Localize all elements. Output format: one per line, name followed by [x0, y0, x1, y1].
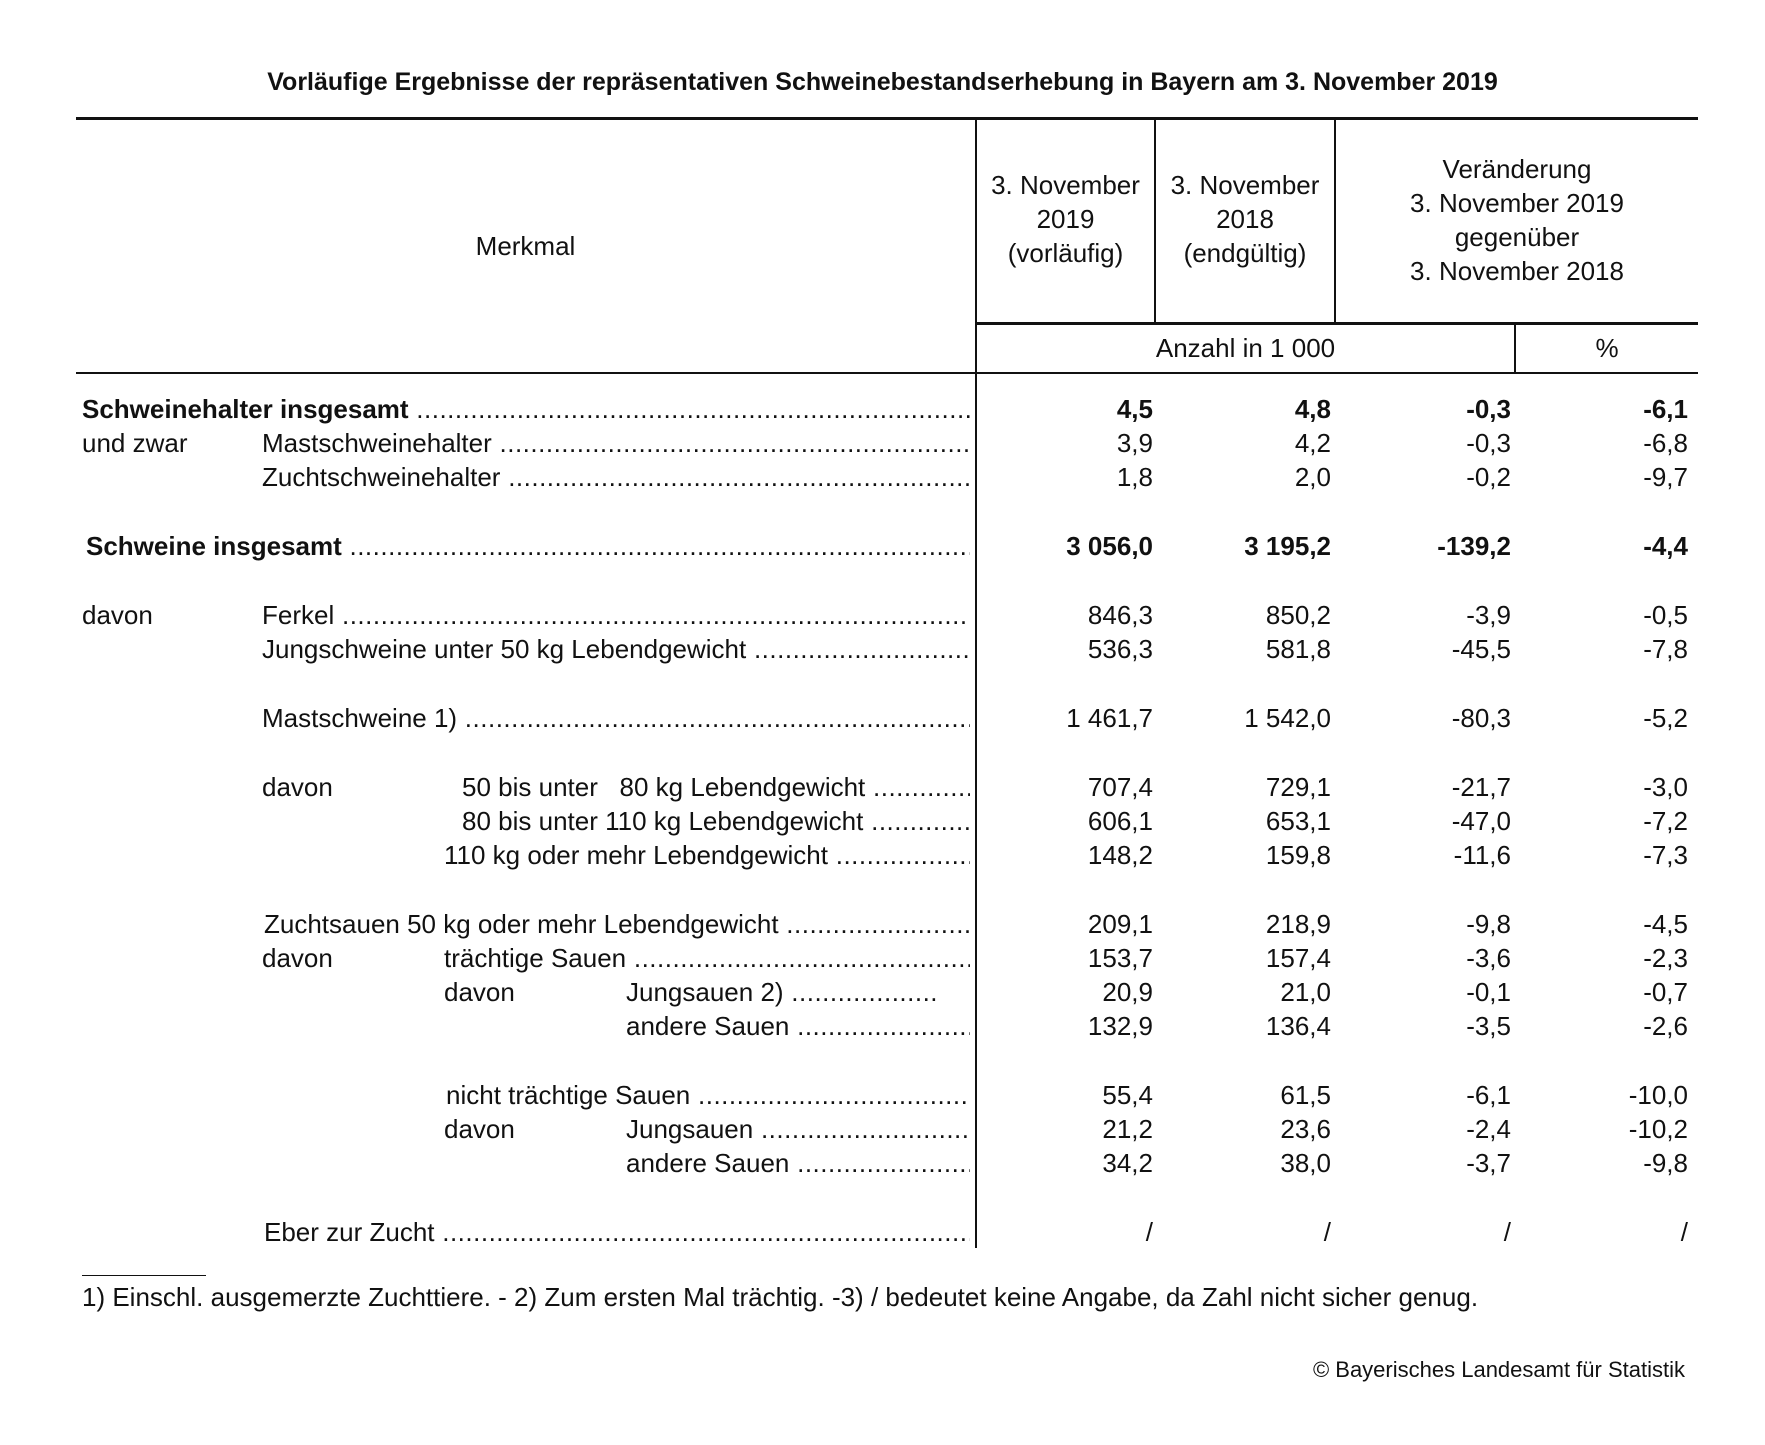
value-change-pct: -9,7 — [1643, 462, 1688, 492]
table-row — [0, 1078, 1765, 1112]
row-label: Mastschweinehalter ..... — [262, 426, 970, 460]
value-change-abs: -3,7 — [1466, 1148, 1511, 1178]
value-change-pct: -7,8 — [1643, 634, 1688, 664]
value-2018: 729,1 — [1265, 772, 1331, 802]
row-prefix: davon — [444, 1114, 515, 1144]
value-change-pct: -4,4 — [1643, 531, 1688, 561]
table-row — [0, 804, 1765, 838]
value-2019: 1 461,7 — [1066, 703, 1153, 733]
header-bottom-rule — [76, 372, 1698, 374]
table-row — [0, 392, 1765, 426]
value-change-abs: -9,8 — [1466, 909, 1511, 939]
value-2019: 55,4 — [1102, 1080, 1153, 1110]
table-row — [0, 838, 1765, 872]
value-change-pct: -6,1 — [1643, 394, 1688, 424]
value-2018: 4,2 — [1294, 428, 1331, 458]
value-2019: 1,8 — [1116, 462, 1153, 492]
row-prefix: davon — [82, 600, 153, 630]
value-change-abs: -3,6 — [1466, 943, 1511, 973]
value-2019: 153,7 — [1087, 943, 1153, 973]
value-change-pct: -10,0 — [1628, 1080, 1688, 1110]
row-label: nicht trächtige Sauen ..... — [446, 1078, 970, 1112]
value-2019: 132,9 — [1087, 1011, 1153, 1041]
row-label: Eber zur Zucht ..... — [264, 1215, 970, 1249]
value-2019: 606,1 — [1087, 806, 1153, 836]
table-row — [0, 529, 1765, 563]
value-2019: 20,9 — [1102, 977, 1153, 1007]
row-label: andere Sauen ..... — [626, 1146, 970, 1180]
row-label: Jungsauen ..... — [626, 1112, 970, 1146]
table-row — [0, 1112, 1765, 1146]
value-2018: 61,5 — [1280, 1080, 1331, 1110]
header-merkmal: Merkmal — [475, 231, 576, 261]
value-change-pct: -3,0 — [1643, 772, 1688, 802]
value-2019: 3 056,0 — [1066, 531, 1153, 561]
table-row — [0, 701, 1765, 735]
value-2019: / — [1145, 1217, 1153, 1247]
value-change-abs: -0,3 — [1466, 394, 1511, 424]
row-label: Ferkel ..... — [262, 598, 970, 632]
value-change-abs: / — [1503, 1217, 1511, 1247]
table-row — [0, 1215, 1765, 1249]
value-change-pct: -2,3 — [1643, 943, 1688, 973]
row-label: 110 kg oder mehr Lebendgewicht ..... — [444, 838, 970, 872]
value-2018: 21,0 — [1280, 977, 1331, 1007]
table-row — [0, 770, 1765, 804]
value-change-pct: -2,6 — [1643, 1011, 1688, 1041]
row-prefix: davon — [262, 943, 333, 973]
value-2019: 148,2 — [1087, 840, 1153, 870]
table-top-rule — [76, 117, 1698, 120]
value-2018: 1 542,0 — [1244, 703, 1331, 733]
value-change-pct: -5,2 — [1643, 703, 1688, 733]
copyright-notice: © Bayerisches Landesamt für Statistik — [1312, 1357, 1685, 1382]
table-row — [0, 632, 1765, 666]
table-row — [0, 1009, 1765, 1043]
header-col-2018: 3. November 2018 (endgültig) — [1170, 170, 1320, 268]
row-label: Jungsauen 2) ..... — [626, 975, 956, 1009]
row-label: Schweine insgesamt ..... — [86, 529, 970, 563]
value-change-abs: -2,4 — [1466, 1114, 1511, 1144]
value-2018: 136,4 — [1265, 1011, 1331, 1041]
value-2019: 846,3 — [1087, 600, 1153, 630]
value-2019: 3,9 — [1116, 428, 1153, 458]
value-change-pct: -0,7 — [1643, 977, 1688, 1007]
header-unit-count: Anzahl in 1 000 — [1155, 333, 1336, 363]
value-2018: 23,6 — [1280, 1114, 1331, 1144]
value-2018: 3 195,2 — [1244, 531, 1331, 561]
value-2019: 707,4 — [1087, 772, 1153, 802]
value-change-pct: -7,2 — [1643, 806, 1688, 836]
value-2018: 2,0 — [1294, 462, 1331, 492]
value-change-abs: -0,2 — [1466, 462, 1511, 492]
value-2018: 653,1 — [1265, 806, 1331, 836]
value-2018: 850,2 — [1265, 600, 1331, 630]
unit-row-top-rule — [976, 322, 1698, 325]
row-label: Zuchtschweinehalter ..... — [262, 460, 970, 494]
value-2019: 21,2 — [1102, 1114, 1153, 1144]
value-2018: / — [1323, 1217, 1331, 1247]
value-change-pct: -0,5 — [1643, 600, 1688, 630]
value-change-abs: -45,5 — [1451, 634, 1511, 664]
table-row — [0, 941, 1765, 975]
value-2018: 4,8 — [1294, 394, 1331, 424]
row-label: trächtige Sauen ..... — [444, 941, 970, 975]
value-2018: 38,0 — [1280, 1148, 1331, 1178]
value-change-abs: -3,5 — [1466, 1011, 1511, 1041]
value-2018: 581,8 — [1265, 634, 1331, 664]
page-title: Vorläufige Ergebnisse der repräsentativen Schweinebestandserhebung in Bayern am 3. November 2019 — [267, 68, 1498, 96]
header-col-change: Veränderung 3. November 2019 gegenüber 3. November 2018 — [1410, 154, 1624, 286]
row-label: 80 bis unter 110 kg Lebendgewicht ..... — [462, 804, 970, 838]
row-prefix: davon — [262, 772, 333, 802]
value-2018: 159,8 — [1265, 840, 1331, 870]
table-row — [0, 598, 1765, 632]
value-change-abs: -139,2 — [1437, 531, 1511, 561]
value-change-pct: -10,2 — [1628, 1114, 1688, 1144]
value-2019: 34,2 — [1102, 1148, 1153, 1178]
row-label: Zuchtsauen 50 kg oder mehr Lebendgewicht ..... — [264, 907, 970, 941]
row-prefix: davon — [444, 977, 515, 1007]
value-2019: 4,5 — [1116, 394, 1153, 424]
value-change-pct: / — [1680, 1217, 1688, 1247]
row-label: Schweinehalter insgesamt ..... — [82, 392, 970, 426]
table-row — [0, 1146, 1765, 1180]
table-row — [0, 426, 1765, 460]
value-2018: 218,9 — [1265, 909, 1331, 939]
row-label: Jungschweine unter 50 kg Lebendgewicht ..... — [262, 632, 970, 666]
value-change-abs: -0,1 — [1466, 977, 1511, 1007]
value-2019: 536,3 — [1087, 634, 1153, 664]
value-change-pct: -6,8 — [1643, 428, 1688, 458]
value-change-pct: -9,8 — [1643, 1148, 1688, 1178]
value-2018: 157,4 — [1265, 943, 1331, 973]
table-row — [0, 460, 1765, 494]
value-change-pct: -7,3 — [1643, 840, 1688, 870]
value-2019: 209,1 — [1087, 909, 1153, 939]
row-prefix: und zwar — [82, 428, 188, 458]
row-label: andere Sauen ..... — [626, 1009, 970, 1043]
value-change-abs: -0,3 — [1466, 428, 1511, 458]
header-unit-percent: % — [1595, 333, 1619, 363]
value-change-abs: -21,7 — [1451, 772, 1511, 802]
value-change-pct: -4,5 — [1643, 909, 1688, 939]
table-row — [0, 907, 1765, 941]
row-label: 50 bis unter 80 kg Lebendgewicht ..... — [462, 770, 970, 804]
value-change-abs: -6,1 — [1466, 1080, 1511, 1110]
value-change-abs: -47,0 — [1451, 806, 1511, 836]
footnote-rule — [82, 1275, 206, 1276]
value-change-abs: -3,9 — [1466, 600, 1511, 630]
table-row — [0, 975, 1765, 1009]
value-change-abs: -80,3 — [1451, 703, 1511, 733]
header-col-2019: 3. November 2019 (vorläufig) — [991, 170, 1140, 268]
footnote: 1) Einschl. ausgemerzte Zuchttiere. - 2) Zum ersten Mal trächtig. -3) / bedeutet keine Angabe, da Zahl nicht sicher genug. — [82, 1282, 1479, 1312]
row-label: Mastschweine 1) ..... — [262, 701, 970, 735]
value-change-abs: -11,6 — [1453, 840, 1511, 870]
